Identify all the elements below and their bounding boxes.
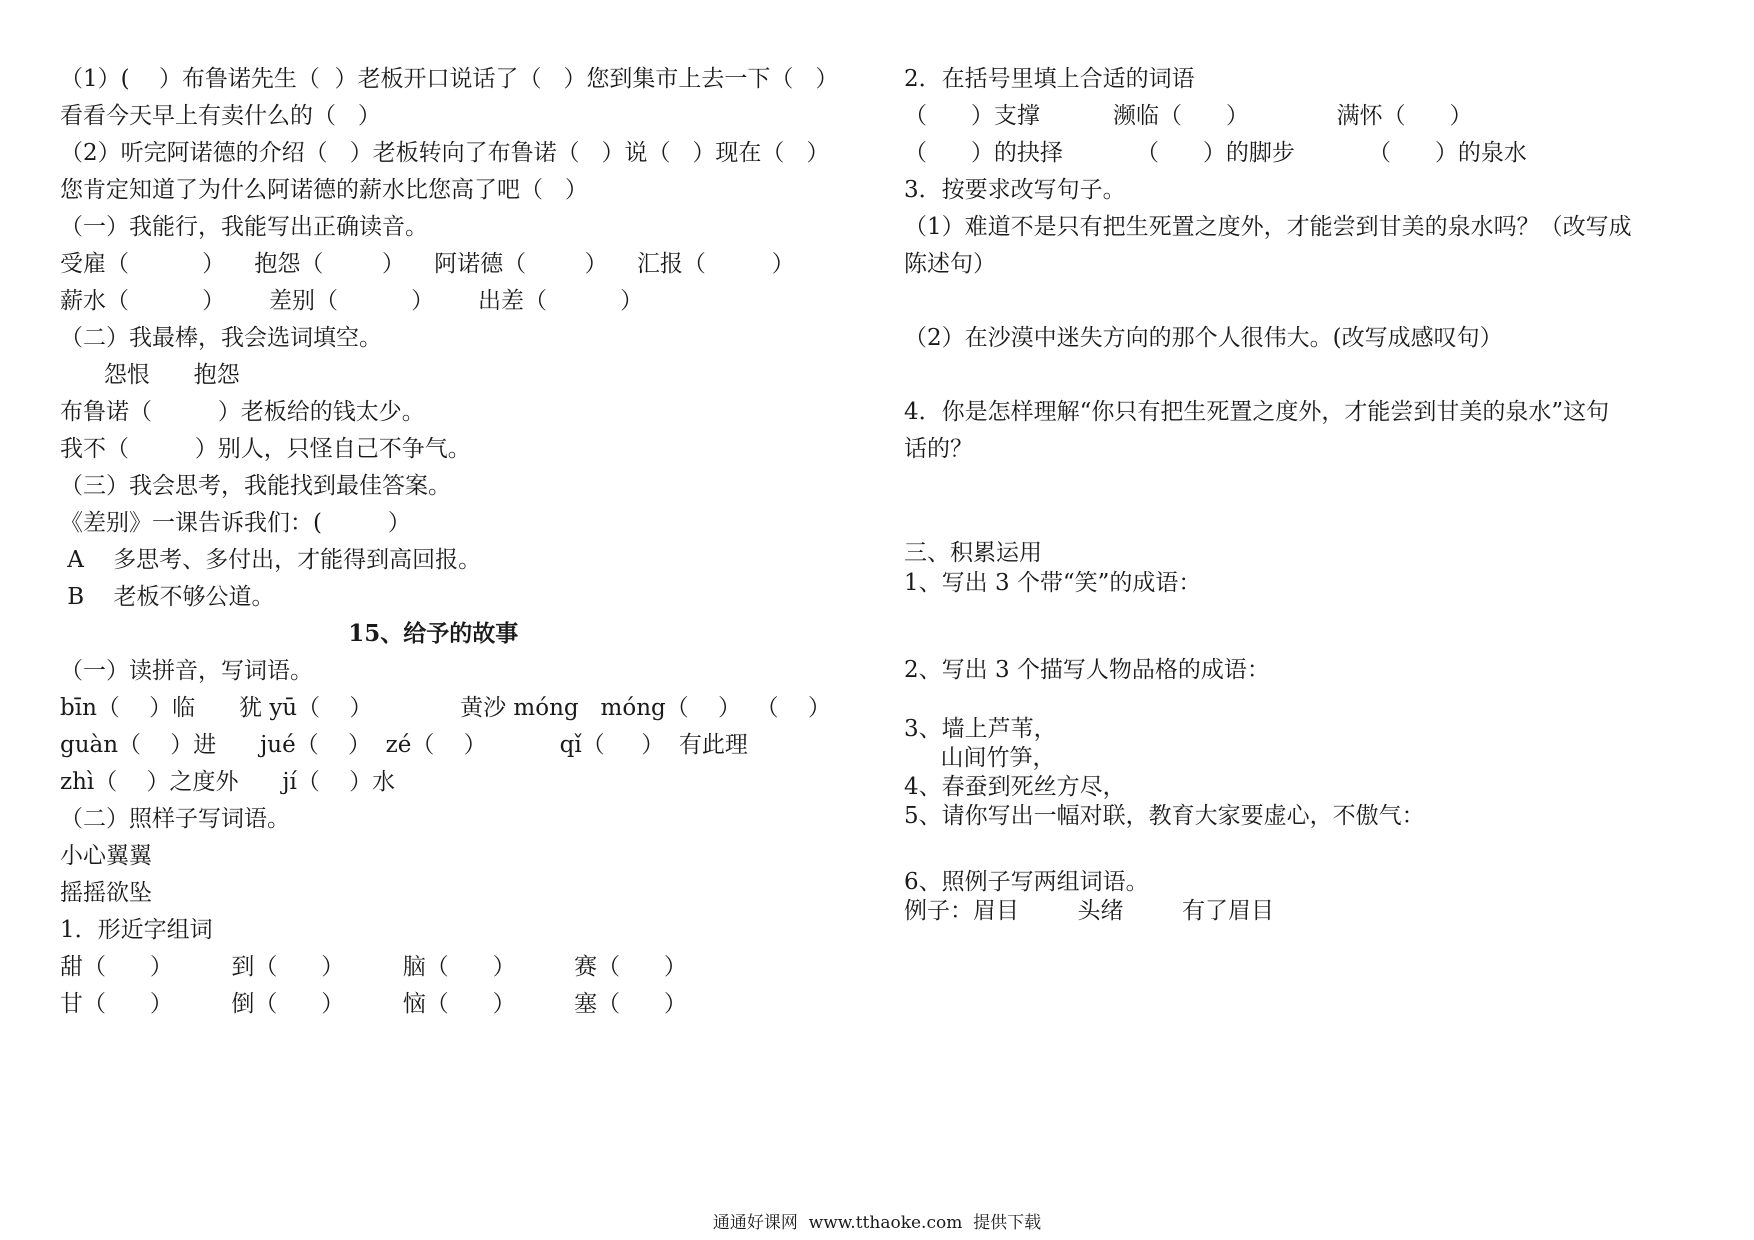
text-line: 《差别》一课告诉我们：( ） — [60, 510, 411, 536]
section-heading: 1．形近字组词 — [60, 917, 213, 943]
section-heading: （一）我能行，我能写出正确读音。 — [60, 214, 428, 240]
text-line: 甘（ ） 倒（ ） 恼（ ） 塞（ ） — [60, 991, 687, 1017]
text-line: 1、写出 3 个带“笑”的成语： — [904, 570, 1202, 596]
section-heading: （二）照样子写词语。 — [60, 806, 290, 832]
text-line: （2）听完阿诺德的介绍（ ）老板转向了布鲁诺（ ）说（ ）现在（ ） — [60, 140, 830, 166]
text-line: 布鲁诺（ ）老板给的钱太少。 — [60, 399, 425, 425]
question-heading: 4．你是怎样理解“你只有把生死置之度外，才能尝到甘美的泉水”这句 — [904, 399, 1610, 425]
text-line: 怨恨 抱怨 — [60, 362, 240, 388]
text-line: 4、春蚕到死丝方尽， — [904, 774, 1126, 800]
lesson-title: 15、给予的故事 — [60, 620, 519, 647]
text-line: 山间竹笋， — [904, 745, 1056, 771]
question-heading: 2．在括号里填上合适的词语 — [904, 66, 1195, 92]
section-heading: 三、积累运用 — [904, 540, 1042, 566]
text-line: （2）在沙漠中迷失方向的那个人很伟大。(改写成感叹句） — [904, 325, 1503, 351]
text-line: 3、墙上芦苇， — [904, 716, 1057, 742]
question-heading: 3．按要求改写句子。 — [904, 177, 1126, 203]
text-line: 例子：眉目 头绪 有了眉目 — [904, 898, 1274, 924]
option-a: A 多思考、多付出，才能得到高回报。 — [60, 547, 482, 573]
page-footer: 通通好课网 www.tthaoke.com 提供下载 — [712, 1213, 1042, 1233]
text-line: （1）( ）布鲁诺先生（ ）老板开口说话了（ ）您到集市上去一下（ ） — [60, 66, 839, 92]
section-heading: （二）我最棒，我会选词填空。 — [60, 325, 382, 351]
text-line: 看看今天早上有卖什么的（ ） — [60, 103, 381, 129]
text-line: （ ）的抉择 （ ）的脚步 （ ）的泉水 — [904, 140, 1527, 166]
text-line: （ ）支撑 濒临（ ） 满怀（ ） — [904, 103, 1473, 129]
text-line: 陈述句） — [904, 251, 996, 277]
text-line: 我不（ ）别人，只怪自己不争气。 — [60, 436, 471, 462]
text-line: 6、照例子写两组词语。 — [904, 869, 1149, 895]
text-line: 5、请你写出一幅对联，教育大家要虚心，不傲气： — [904, 803, 1425, 829]
text-line: 薪水（ ） 差别（ ） 出差（ ） — [60, 288, 644, 314]
section-heading: （三）我会思考，我能找到最佳答案。 — [60, 473, 451, 499]
section-heading: （一）读拼音，写词语。 — [60, 658, 313, 684]
text-line: 您肯定知道了为什么阿诺德的薪水比您高了吧（ ） — [60, 177, 588, 203]
text-line: （1）难道不是只有把生死置之度外，才能尝到甘美的泉水吗？（改写成 — [904, 214, 1632, 240]
text-line: 2、写出 3 个描写人物品格的成语： — [904, 657, 1270, 683]
text-line: 话的？ — [904, 436, 973, 462]
text-line: 甜（ ） 到（ ） 脑（ ） 赛（ ） — [60, 954, 687, 980]
text-line: 受雇（ ） 抱怨（ ） 阿诺德（ ） 汇报（ ） — [60, 251, 795, 277]
text-line: 小心翼翼 — [60, 843, 152, 869]
option-b: B 老板不够公道。 — [60, 584, 275, 610]
text-line: 摇摇欲坠 — [60, 880, 152, 906]
text-line: bīn（ ）临 犹 yū（ ） 黄沙 móng móng（ ） （ ） — [60, 695, 831, 721]
text-line: guàn（ ）进 jué（ ） zé（ ） qǐ（ ） 有此理 — [60, 732, 748, 758]
text-line: zhì（ ）之度外 jí（ ）水 — [60, 769, 396, 795]
